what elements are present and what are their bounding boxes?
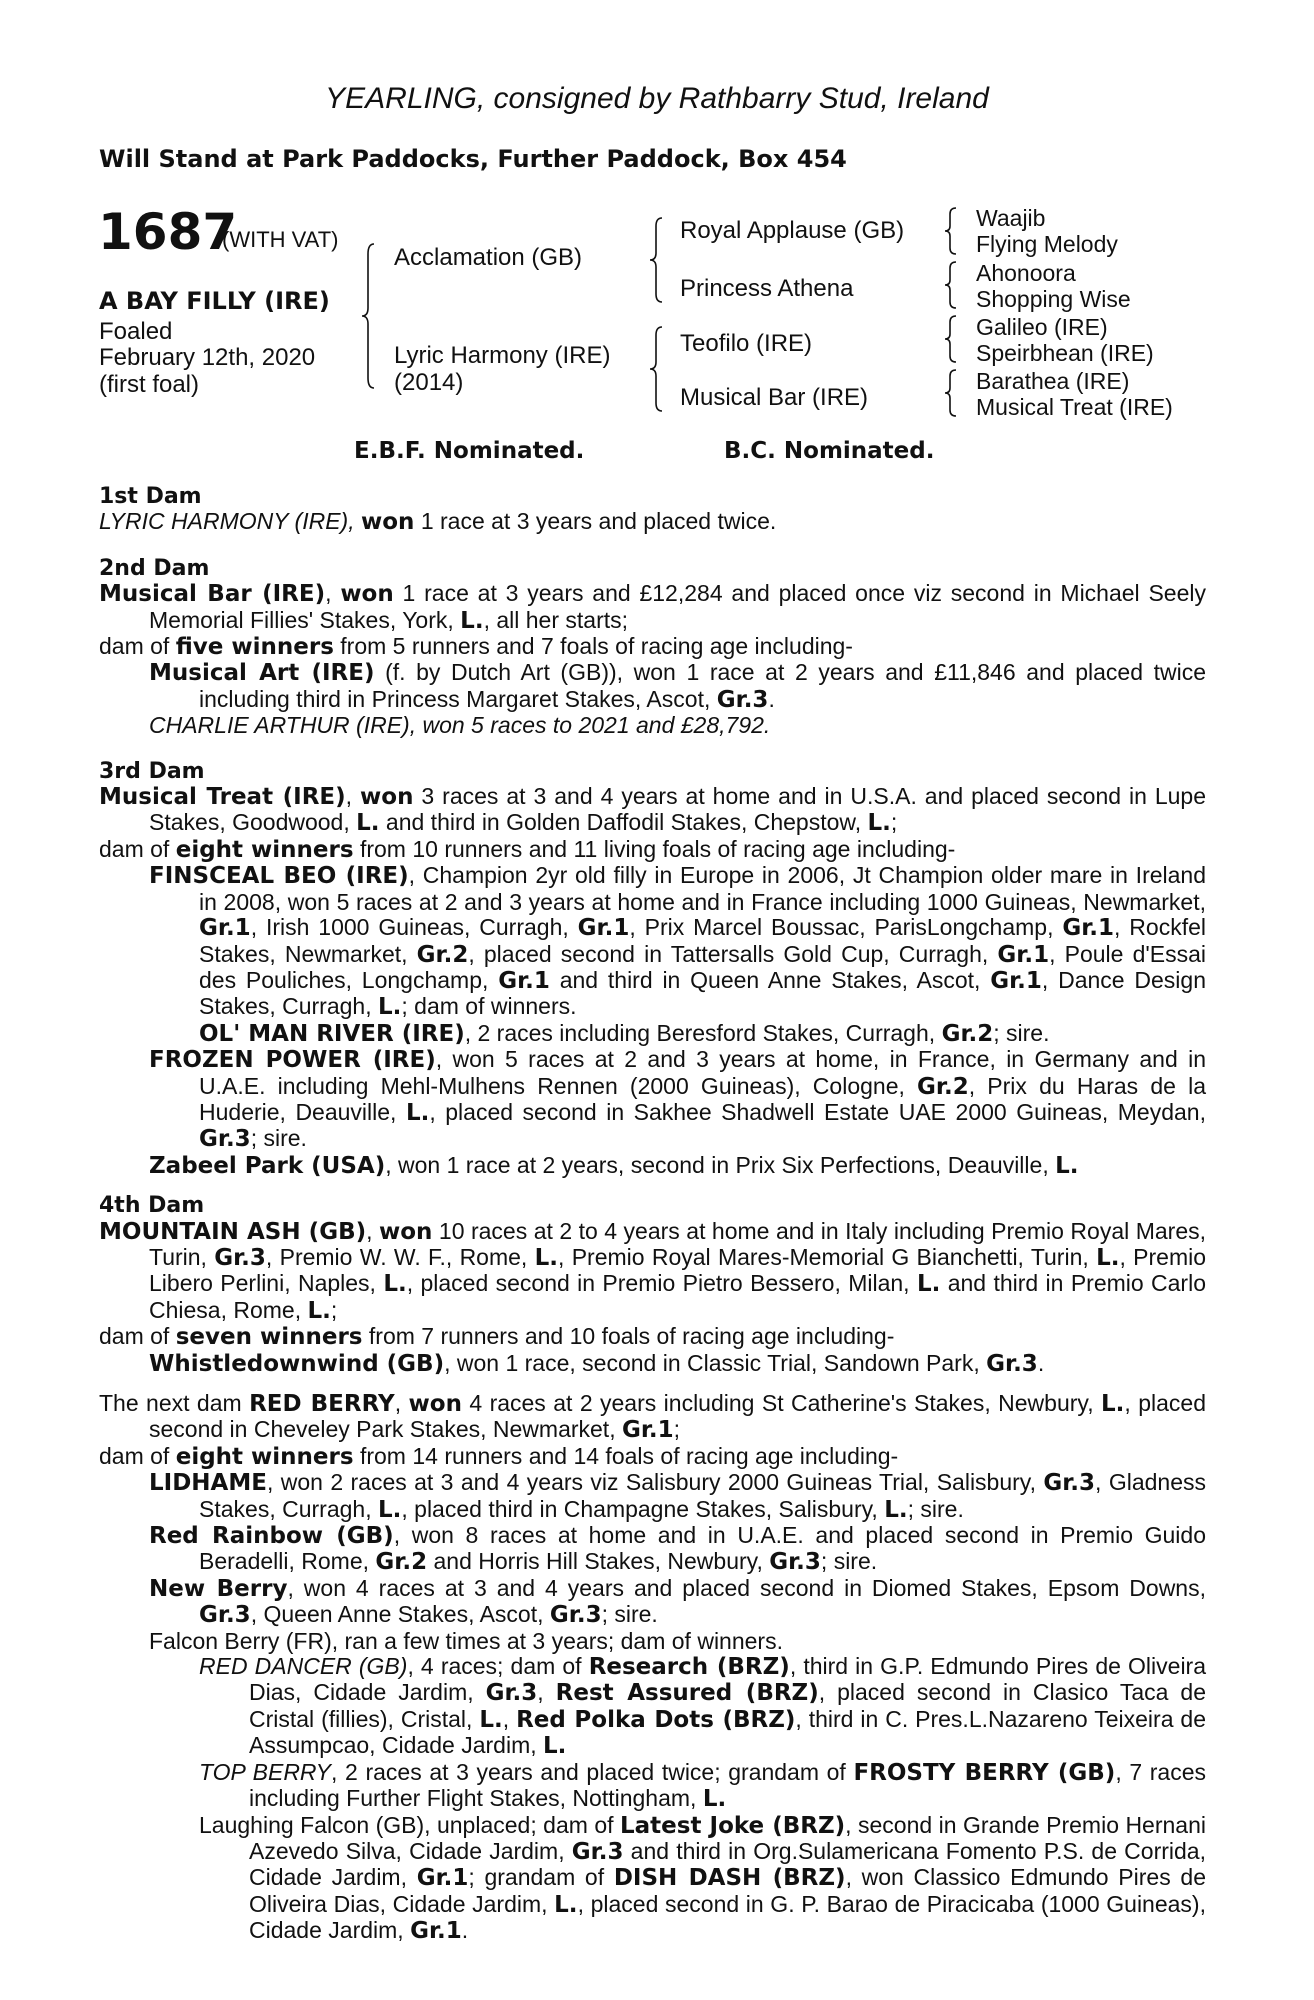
won-label: won xyxy=(379,1218,433,1245)
produce-name: Red Polka Dots (BRZ) xyxy=(516,1706,796,1733)
second-dam-produce xyxy=(99,634,1206,660)
listed-label: L. xyxy=(383,1271,407,1298)
winners-count: five winners xyxy=(175,634,334,661)
fourth-dam-produce xyxy=(99,1324,1206,1350)
produce-entry xyxy=(149,1349,1206,1377)
grade-label: Gr.3 xyxy=(485,1680,538,1707)
record-text: , xyxy=(502,1705,517,1732)
record-text: ; sire. xyxy=(907,1495,964,1522)
lot-number: 1687 xyxy=(98,203,238,261)
listed-label: L. xyxy=(460,607,484,634)
record-text: , Gladness Stakes, Curragh, xyxy=(199,1469,1206,1522)
listed-label: L. xyxy=(884,1496,908,1523)
pedigree-ggp-1: Waajib xyxy=(976,205,1046,231)
record-text: ; xyxy=(330,1296,338,1323)
produce-name: RED DANCER (GB) xyxy=(199,1653,408,1680)
pedigree-bracket-3 xyxy=(648,325,668,415)
listed-label: L. xyxy=(916,1271,941,1298)
grade-label: Gr.3 xyxy=(214,1244,266,1271)
won-label: won xyxy=(361,509,415,536)
foaled-label: Foaled xyxy=(99,318,173,345)
pedigree-dam-sire: Teofilo (IRE) xyxy=(680,330,813,357)
grade-label: Gr.3 xyxy=(1043,1470,1096,1497)
grade-label: Gr.1 xyxy=(410,1918,462,1945)
pedigree-bracket-6 xyxy=(944,314,960,364)
dam-name: MOUNTAIN ASH (GB) xyxy=(99,1218,367,1245)
first-dam-heading: 1st Dam xyxy=(99,484,202,509)
pedigree-sire-dam: Princess Athena xyxy=(680,275,854,302)
record-text: from 7 runners and 10 foals of racing age including- xyxy=(362,1323,895,1350)
record-text: Laughing Falcon (GB), unplaced; dam of xyxy=(199,1811,620,1838)
third-dam-heading: 3rd Dam xyxy=(99,758,205,784)
listed-label: L. xyxy=(543,1733,567,1760)
produce-entry xyxy=(199,1019,1206,1047)
record-text: ; grandam of xyxy=(468,1864,614,1891)
produce-entry xyxy=(149,1522,1206,1576)
grade-label: Gr.1 xyxy=(621,1417,674,1444)
record-text: , placed second in Premio Pietro Bessero, Milan, xyxy=(406,1270,917,1297)
produce-name: FROSTY BERRY (GB) xyxy=(853,1759,1116,1786)
record-text: 10 races at 2 to 4 years at home and in Italy including Premio Royal Mares, Turin, xyxy=(149,1217,1207,1270)
listed-label: L. xyxy=(479,1706,503,1733)
record-text: and third in Queen Anne Stakes, Ascot, xyxy=(549,966,991,993)
record-text: , 2 races at 3 years and placed twice; grandam of xyxy=(331,1758,854,1785)
produce-entry xyxy=(149,1046,1206,1153)
pedigree-sire-sire: Royal Applause (GB) xyxy=(680,217,905,244)
grade-label: Gr.3 xyxy=(549,1602,602,1629)
grade-label: Gr.1 xyxy=(990,967,1042,994)
listed-label: L. xyxy=(1055,1152,1079,1179)
winners-count: eight winners xyxy=(175,836,354,863)
record-text: and third in Golden Daffodil Stakes, Chepstow, xyxy=(379,809,868,836)
pedigree-dam-dam: Musical Bar (IRE) xyxy=(680,384,869,411)
pedigree-ggp-2: Flying Melody xyxy=(976,231,1118,257)
produce-name: FINSCEAL BEO (IRE) xyxy=(149,863,409,890)
produce-entry xyxy=(199,1653,1207,1760)
listed-label: L. xyxy=(356,810,380,837)
record-text: . xyxy=(1037,1349,1045,1376)
record-text: , xyxy=(394,1390,409,1416)
record-text: and Horris Hill Stakes, Newbury, xyxy=(427,1548,770,1575)
produce-entry xyxy=(149,1574,1206,1629)
produce-name: Latest Joke (BRZ) xyxy=(620,1812,846,1839)
record-text: , won 4 races at 3 and 4 years and placed second in Diomed Stakes, Epsom Downs, xyxy=(287,1574,1206,1601)
record-text: , won 5 races at 2 and 3 years at home, in France, in Germany and in U.A.E. including Mehl-Mulhens Rennen (2000 Guineas), Cologne, xyxy=(199,1046,1206,1099)
grade-label: Gr.1 xyxy=(997,941,1050,968)
second-dam-record xyxy=(99,580,1206,634)
pedigree-bracket-2 xyxy=(648,216,668,306)
record-text: , second in Grande Premio Hernani Azevedo Silva, Cidade Jardim, xyxy=(249,1811,1206,1864)
grade-label: Gr.3 xyxy=(716,686,769,713)
stand-location: Will Stand at Park Paddocks, Further Paddock, Box 454 xyxy=(99,145,847,173)
won-label: won xyxy=(408,1391,462,1417)
pedigree-bracket-5 xyxy=(944,260,960,310)
pedigree-ggp-7: Barathea (IRE) xyxy=(976,368,1130,394)
produce-name: TOP BERRY xyxy=(199,1758,332,1785)
listed-label: L. xyxy=(377,1496,402,1523)
record-text: . xyxy=(461,1917,469,1944)
record-text: , placed second in Clasico Taca de Cristal (fillies), Cristal, xyxy=(249,1679,1206,1732)
fourth-dam-record xyxy=(99,1217,1207,1325)
record-text: 3 races at 3 and 4 years at home and in U.S.A. and placed second in Lupe Stakes, Goodwood, xyxy=(149,783,1207,836)
dam-name: Musical Bar (IRE) xyxy=(99,581,326,608)
record-text: , placed second in Sakhee Shadwell Estate UAE 2000 Guineas, Meydan, xyxy=(429,1098,1206,1125)
winners-count: seven winners xyxy=(175,1324,363,1351)
record-text: ; xyxy=(673,1416,681,1443)
record-text: ; sire. xyxy=(820,1548,878,1575)
pedigree-bracket-1 xyxy=(360,242,380,392)
record-text: and third in Org.Sulamericana Fomento P.S. de Corrida, Cidade Jardim, xyxy=(249,1837,1206,1891)
dam-name: Musical Treat (IRE) xyxy=(99,784,346,811)
record-text: , Irish 1000 Guineas, Curragh, xyxy=(250,914,578,941)
record-text: , placed second in Tattersalls Gold Cup, Curragh, xyxy=(468,940,998,967)
catalogue-heading: YEARLING, consigned by Rathbarry Stud, Ireland xyxy=(325,82,989,115)
produce-name: DISH DASH (BRZ) xyxy=(613,1865,846,1892)
grade-label: Gr.3 xyxy=(199,1126,251,1153)
record-text: , won 8 races at home and in U.A.E. and placed second in Premio Guido Beradelli, Rome, xyxy=(199,1522,1206,1575)
record-text: and third in Premio Carlo Chiesa, Rome, xyxy=(149,1270,1206,1323)
record-text: ; sire. xyxy=(250,1125,307,1152)
record-text: , Prix Marcel Boussac, ParisLongchamp, xyxy=(629,914,1063,941)
pedigree-notes xyxy=(99,484,1206,1945)
grade-label: Gr.1 xyxy=(1062,915,1115,942)
listed-label: L. xyxy=(1101,1391,1125,1417)
produce-name: New Berry xyxy=(149,1575,288,1602)
second-dam-heading: 2nd Dam xyxy=(99,555,210,581)
record-text: from 10 runners and 11 living foals of racing age including- xyxy=(353,835,956,862)
record-text: , third in G.P. Edmundo Pires de Oliveira Dias, Cidade Jardim, xyxy=(249,1653,1207,1706)
record-text: , xyxy=(345,783,361,810)
ebf-nomination: E.B.F. Nominated. xyxy=(354,438,585,464)
produce-entry: CHARLIE ARTHUR (IRE), won 5 races to 2021 and £28,792. xyxy=(149,712,771,739)
record-text: , 7 races including Further Flight Stakes, Nottingham, xyxy=(249,1758,1206,1812)
listed-label: L. xyxy=(307,1297,331,1324)
listed-label: L. xyxy=(702,1786,727,1813)
record-text: from 5 runners and 7 foals of racing age including- xyxy=(333,633,853,660)
record-text: , Rockfel Stakes, Newmarket, xyxy=(199,914,1206,967)
third-dam-record xyxy=(99,783,1207,837)
grade-label: Gr.1 xyxy=(498,967,550,994)
record-text: dam of xyxy=(99,1323,176,1350)
fifth-dam-produce xyxy=(99,1444,1206,1470)
foaled-date: February 12th, 2020 xyxy=(99,344,316,371)
listed-label: L. xyxy=(405,1099,430,1126)
pedigree-sire: Acclamation (GB) xyxy=(394,244,583,271)
record-text: , placed second in Cheveley Park Stakes, Newmarket, xyxy=(149,1390,1206,1443)
record-text: ; dam of winners. xyxy=(401,993,577,1020)
pedigree-bracket-7 xyxy=(944,368,960,418)
fourth-dam-heading: 4th Dam xyxy=(99,1193,205,1219)
produce-name: Whistledownwind (GB) xyxy=(149,1350,445,1377)
pedigree-ggp-5: Galileo (IRE) xyxy=(976,314,1108,340)
record-text: , third in C. Pres.L.Nazareno Teixeira de Assumpcao, Cidade Jardim, xyxy=(249,1705,1207,1759)
produce-name: LIDHAME xyxy=(149,1470,267,1497)
bc-nomination: B.C. Nominated. xyxy=(724,438,935,464)
record-text: dam of xyxy=(99,633,176,660)
produce-name: Musical Art (IRE) xyxy=(149,660,375,687)
record-text: , Premio Libero Perlini, Naples, xyxy=(149,1243,1207,1297)
won-label: won xyxy=(340,581,394,608)
produce-entry: Falcon Berry (FR), ran a few times at 3 years; dam of winners. xyxy=(149,1627,783,1654)
record-text: . xyxy=(768,685,775,712)
record-text: ; sire. xyxy=(993,1019,1050,1046)
third-dam-produce xyxy=(99,837,1206,863)
grade-label: Gr.3 xyxy=(986,1350,1038,1377)
produce-name: OL' MAN RIVER (IRE) xyxy=(199,1020,465,1047)
pedigree-ggp-4: Shopping Wise xyxy=(976,286,1131,312)
fifth-dam-record xyxy=(99,1390,1206,1444)
record-text: , won 1 race, second in Classic Trial, Sandown Park, xyxy=(444,1349,987,1376)
grade-label: Gr.2 xyxy=(416,941,469,968)
first-dam-record xyxy=(99,509,1206,535)
record-text: , Dance Design Stakes, Curragh, xyxy=(199,966,1207,1020)
grade-label: Gr.2 xyxy=(917,1073,969,1100)
produce-entry xyxy=(149,862,1207,1021)
won-label: won xyxy=(360,784,414,811)
produce-name: Research (BRZ) xyxy=(588,1654,790,1681)
record-text: , Premio Royal Mares-Memorial G Bianchetti, Turin, xyxy=(558,1243,1097,1270)
grade-label: Gr.3 xyxy=(571,1838,624,1865)
record-text: dam of xyxy=(99,1442,176,1469)
grade-label: Gr.1 xyxy=(416,1865,469,1892)
record-text: , 2 races including Beresford Stakes, Curragh, xyxy=(464,1019,942,1046)
record-text: , all her starts; xyxy=(483,606,629,633)
produce-entry xyxy=(199,1758,1206,1813)
produce-entry xyxy=(149,1151,1206,1179)
dam-name: RED BERRY xyxy=(249,1391,395,1417)
listed-label: L. xyxy=(377,994,402,1021)
record-text: , Premio W. W. F., Rome, xyxy=(265,1243,535,1270)
record-text: dam of xyxy=(99,835,176,862)
record-text: The next dam xyxy=(99,1390,250,1416)
grade-label: Gr.2 xyxy=(375,1549,428,1576)
produce-entry xyxy=(149,659,1207,713)
record-text: , Poule d'Essai des Pouliches, Longchamp, xyxy=(199,940,1207,993)
record-text: , won 1 race at 2 years, second in Prix Six Perfections, Deauville, xyxy=(385,1151,1056,1178)
listed-label: L. xyxy=(534,1244,559,1271)
produce-name: Zabeel Park (USA) xyxy=(149,1152,386,1179)
record-text: , xyxy=(325,580,341,607)
pedigree-dam: Lyric Harmony (IRE) xyxy=(394,342,611,369)
record-text: from 14 runners and 14 foals of racing age including- xyxy=(353,1442,899,1469)
record-text: , Queen Anne Stakes, Ascot, xyxy=(250,1601,550,1628)
horse-name: A BAY FILLY (IRE) xyxy=(99,287,330,315)
listed-label: L. xyxy=(554,1891,578,1918)
produce-name: Red Rainbow (GB) xyxy=(149,1523,394,1550)
record-text: , xyxy=(537,1679,556,1706)
grade-label: Gr.2 xyxy=(941,1020,994,1047)
foal-note: (first foal) xyxy=(99,371,200,398)
produce-entry xyxy=(149,1469,1206,1523)
pedigree-ggp-6: Speirbhean (IRE) xyxy=(976,340,1154,366)
record-text: , placed second in G. P. Barao de Piracicaba (1000 Guineas), Cidade Jardim, xyxy=(249,1890,1206,1944)
record-text: 1 race at 3 years and placed twice. xyxy=(414,508,777,535)
dam-name: LYRIC HARMONY (IRE), xyxy=(99,508,355,535)
record-text: , 4 races; dam of xyxy=(407,1653,589,1680)
record-text: , won 2 races at 3 and 4 years viz Salisbury 2000 Guineas Trial, Salisbury, xyxy=(266,1469,1044,1496)
grade-label: Gr.3 xyxy=(769,1549,821,1576)
record-text: 4 races at 2 years including St Catherine's Stakes, Newbury, xyxy=(461,1390,1102,1416)
pedigree-ggp-3: Ahonoora xyxy=(976,260,1076,286)
record-text: 1 race at 3 years and £12,284 and placed once viz second in Michael Seely Memorial Fillies' Stakes, York, xyxy=(149,580,1206,633)
record-text: ; sire. xyxy=(601,1601,658,1628)
grade-label: Gr.1 xyxy=(577,915,630,942)
produce-entry xyxy=(199,1811,1206,1945)
record-text: ; xyxy=(890,809,898,836)
grade-label: Gr.1 xyxy=(199,915,251,942)
record-text: (f. by Dutch Art (GB)), won 1 race at 2 years and £11,846 and placed twice including third in Princess Margaret Stakes, Ascot, xyxy=(199,659,1207,712)
listed-label: L. xyxy=(867,810,891,837)
record-text: , Champion 2yr old filly in Europe in 2006, Jt Champion older mare in Ireland in 2008, won 5 races at 2 and 3 years at home and in France including 1000 Guineas, Newmarket, xyxy=(199,862,1207,915)
pedigree-bracket-4 xyxy=(944,206,960,256)
pedigree-dam-year: (2014) xyxy=(394,369,464,396)
listed-label: L. xyxy=(1096,1244,1120,1271)
pedigree-ggp-8: Musical Treat (IRE) xyxy=(976,394,1173,420)
winners-count: eight winners xyxy=(175,1443,354,1470)
vat-note: (WITH VAT) xyxy=(222,227,339,252)
record-text: , placed third in Champagne Stakes, Salisbury, xyxy=(401,1495,885,1522)
produce-name: FROZEN POWER (IRE) xyxy=(149,1047,436,1074)
record-text: , xyxy=(366,1217,379,1244)
grade-label: Gr.3 xyxy=(199,1602,251,1629)
record-text: , won Classico Edmundo Pires de Oliveira Dias, Cidade Jardim, xyxy=(249,1864,1206,1917)
record-text: , Prix du Haras de la Huderie, Deauville, xyxy=(199,1072,1206,1125)
produce-name: Rest Assured (BRZ) xyxy=(555,1680,819,1707)
